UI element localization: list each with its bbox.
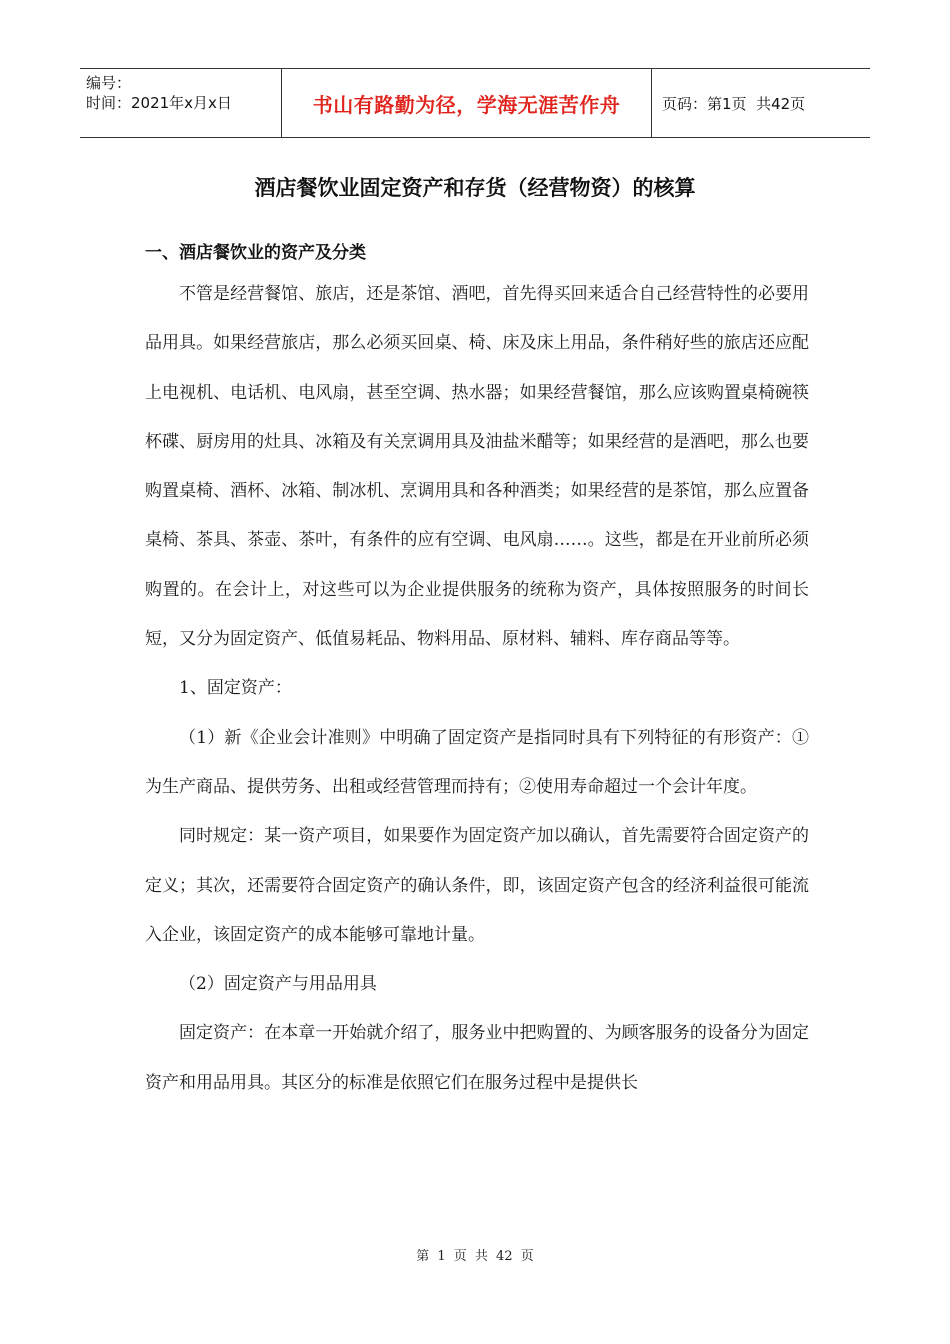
page-footer: 第 1 页 共 42 页 [416, 1249, 534, 1264]
paragraph: （1）新《企业会计准则》中明确了固定资产是指同时具有下列特征的有形资产：①为生产商品、提供劳务、出租或经营管理而持有；②使用寿命超过一个会计年度。 [145, 727, 809, 797]
paragraph: 1、固定资产： [179, 678, 292, 699]
header-motto: 书山有路勤为径，学海无涯苦作舟 [282, 69, 652, 137]
document-body [145, 270, 809, 1108]
paragraph: 固定资产：在本章一开始就介绍了，服务业中把购置的、为顾客服务的设备分为固定资产和用品用具。其区分的标准是依照它们在服务过程中是提供长 [145, 1023, 809, 1093]
header-meta-cell [80, 69, 282, 137]
number-label: 编号： [86, 74, 132, 92]
date-label: 时间：2021年x月x日 [86, 94, 232, 112]
document-header [80, 68, 870, 138]
paragraph: 不管是经营餐馆、旅店，还是茶馆、酒吧，首先得买回来适合自己经营特性的必要用品用具。如果经营旅店，那么必须买回桌、椅、床及床上用品，条件稍好些的旅店还应配上电视机、电话机、电风扇，甚至空调、热水器；如果经营餐馆，那么应该购置桌椅碗筷杯碟、厨房用的灶具、冰箱及有关烹调用具及油盐米醋等；如果经营的是酒吧，那么也要购置桌椅、酒杯、冰箱、制冰机、烹调用具和各种酒类；如果经营的是茶馆，那么应置备桌椅、茶具、茶壶、茶叶，有条件的应有空调、电风扇……。这些，都是在开业前所必须购置的。在会计上，对这些可以为企业提供服务的统称为资产，具体按照服务的时间长短，又分为固定资产、低值易耗品、物料用品、原材料、辅料、库存商品等等。 [145, 284, 809, 650]
paragraph: 同时规定：某一资产项目，如果要作为固定资产加以确认，首先需要符合固定资产的定义；其次，还需要符合固定资产的确认条件，即，该固定资产包含的经济利益很可能流入企业，该固定资产的成本能够可靠地计量。 [145, 826, 809, 945]
document-title: 酒店餐饮业固定资产和存货（经营物资）的核算 [254, 175, 696, 200]
page-info: 页码：第1页 共42页 [662, 94, 806, 113]
header-page-info-cell [652, 69, 870, 137]
section-heading: 一、酒店餐饮业的资产及分类 [145, 243, 366, 263]
paragraph: （2）固定资产与用品用具 [179, 974, 377, 995]
